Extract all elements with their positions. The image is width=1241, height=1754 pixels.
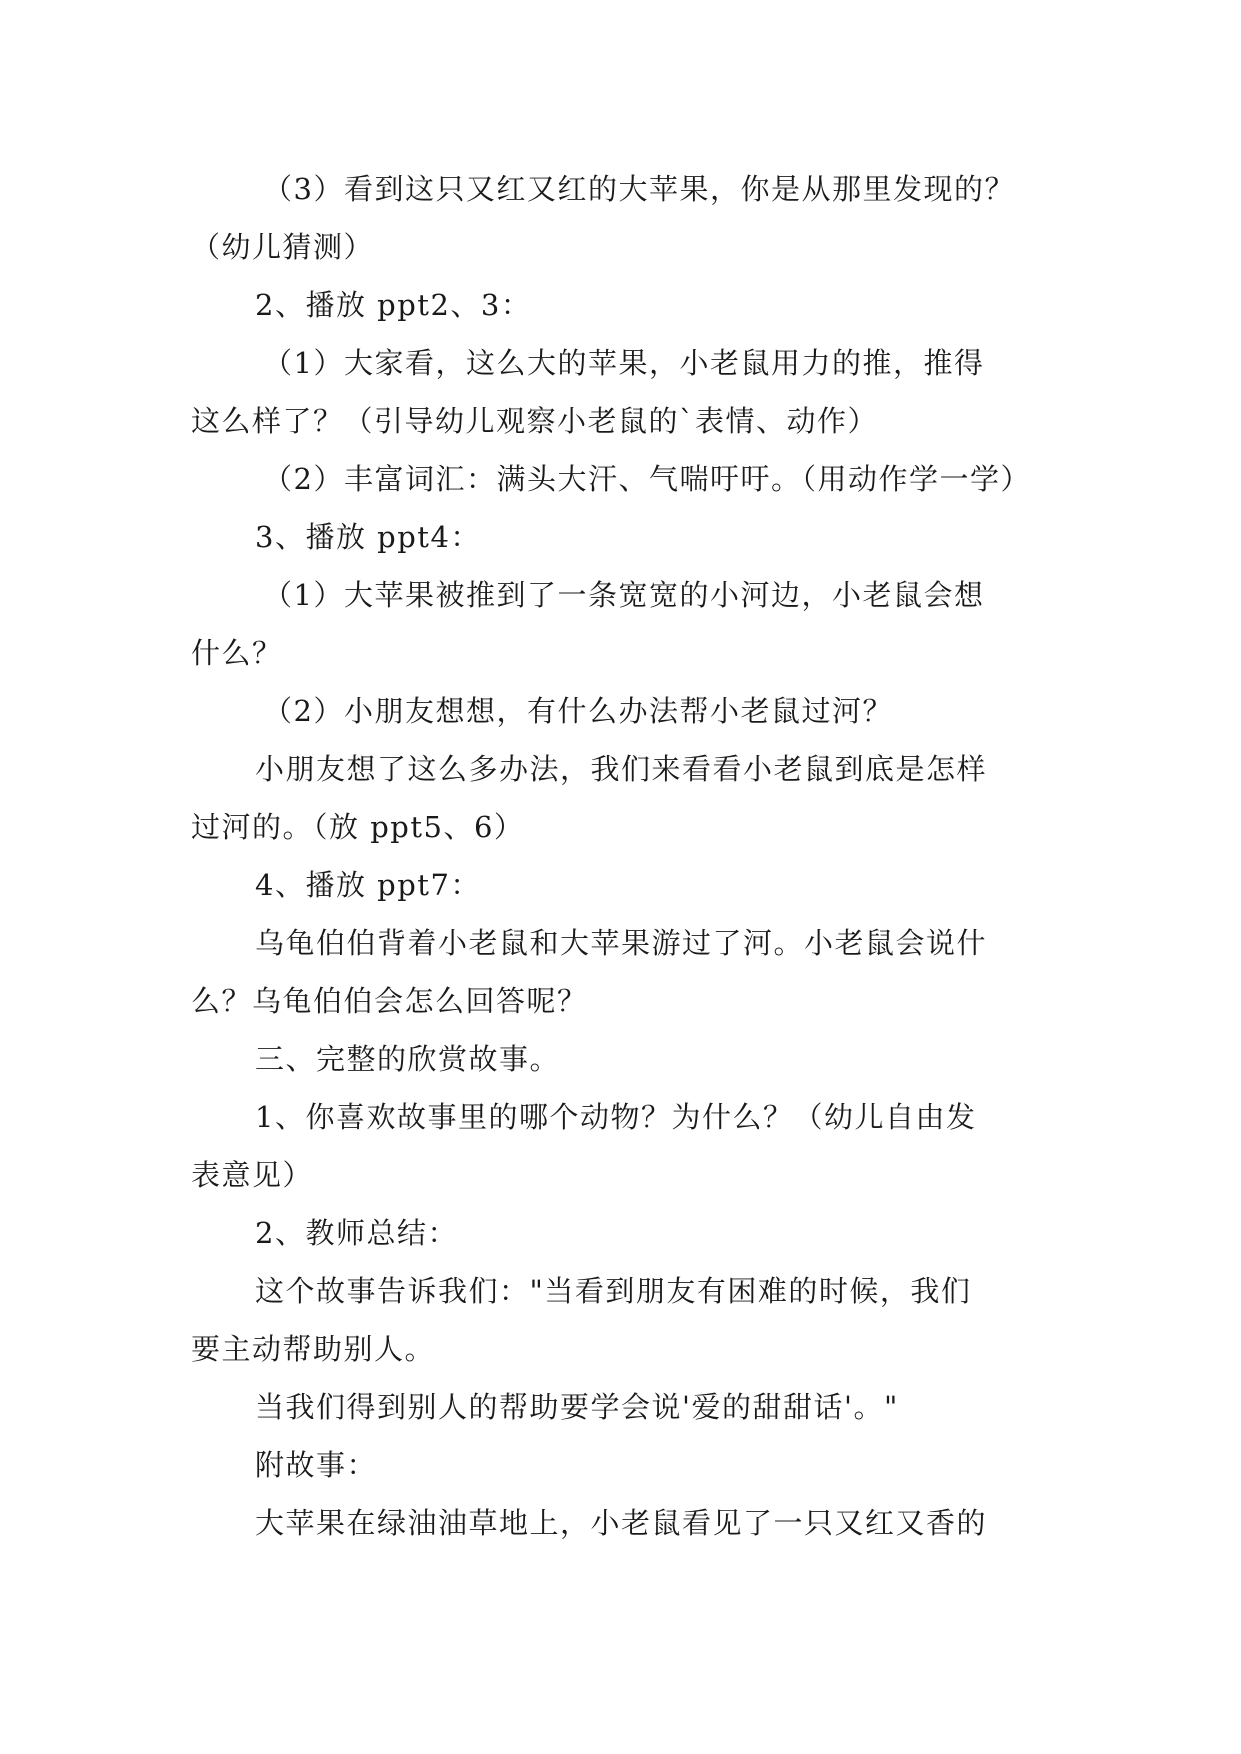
paragraph-line: 过河的。（放 ppt5、6） (191, 810, 525, 844)
paragraph-line: 2、教师总结： (255, 1216, 458, 1250)
paragraph-line: 当我们得到别人的帮助要学会说'爱的甜甜话'。" (255, 1390, 899, 1424)
paragraph-line: （幼儿猜测） (191, 230, 375, 264)
paragraph-line: 这个故事告诉我们："当看到朋友有困难的时候，我们 (255, 1274, 972, 1308)
paragraph-line: 么？乌龟伯伯会怎么回答呢？ (191, 984, 588, 1018)
paragraph-line: 1、你喜欢故事里的哪个动物？为什么？（幼儿自由发 (255, 1100, 977, 1134)
paragraph-line: 这么样了？（引导幼儿观察小老鼠的`表情、动作） (191, 404, 879, 438)
paragraph-line: 表意见） (191, 1158, 314, 1192)
paragraph-line: 大苹果在绿油油草地上，小老鼠看见了一只又红又香的 (255, 1506, 988, 1540)
paragraph-line: 附故事： (255, 1448, 378, 1482)
paragraph-line: 3、播放 ppt4： (255, 520, 481, 554)
paragraph-line: 三、完整的欣赏故事。 (255, 1042, 561, 1076)
paragraph-line: 乌龟伯伯背着小老鼠和大苹果游过了河。小老鼠会说什 (255, 926, 988, 960)
paragraph-line: 4、播放 ppt7： (255, 868, 481, 902)
paragraph-line: 小朋友想了这么多办法，我们来看看小老鼠到底是怎样 (255, 752, 988, 786)
document-body (191, 160, 1053, 1552)
paragraph-line: （1）大家看，这么大的苹果，小老鼠用力的推，推得 (263, 346, 985, 380)
paragraph-line: （2）小朋友想想，有什么办法帮小老鼠过河？ (263, 694, 893, 728)
paragraph-line: （2）丰富词汇：满头大汗、气喘吁吁。（用动作学一学） (263, 462, 1031, 496)
paragraph-line: （1）大苹果被推到了一条宽宽的小河边，小老鼠会想 (263, 578, 985, 612)
paragraph-line: （3）看到这只又红又红的大苹果，你是从那里发现的？ (263, 172, 1015, 206)
paragraph-line: 2、播放 ppt2、3： (255, 288, 532, 322)
paragraph-line: 要主动帮助别人。 (191, 1332, 436, 1366)
paragraph-line: 什么？ (191, 636, 283, 670)
